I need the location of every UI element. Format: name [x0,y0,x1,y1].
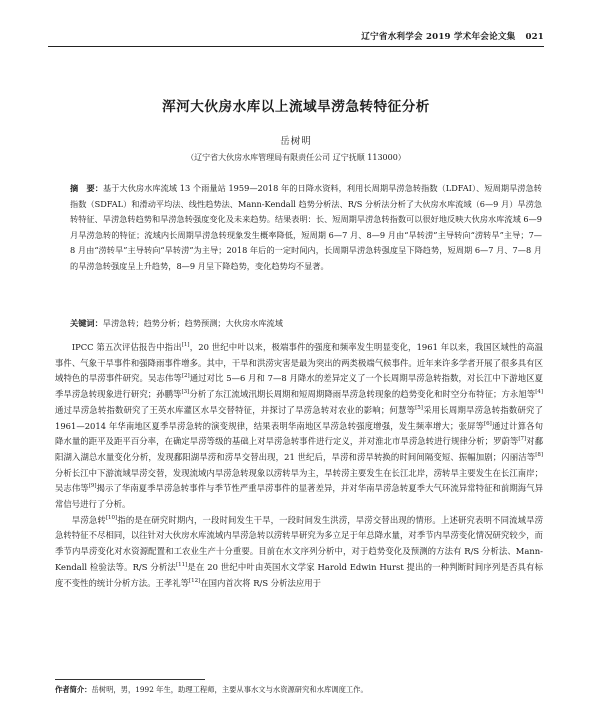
keywords-label: 关键词： [70,318,103,328]
citation-ref: [10] [105,514,118,521]
footnote-label: 作者简介： [55,685,92,694]
citation-ref: [4] [535,389,544,396]
citation-ref: [9] [88,483,97,490]
author-name: 岳树明 [280,136,312,147]
abstract-text: 基于大伙房水库流域 13 个雨量站 1959—2018 年的日降水资料，利用长周期旱涝急转指数（LDFAI）、短周期旱涝急转指数（SDFAL）和滑动平均法、线性趋势法、Mann-Kendall 趋势分析法、R/S 分析法分析了大伙房水库流域（6—9 月）旱涝急转特征、旱涝急转趋势和旱涝急转强度变化及未来趋势。结果表明：长、短周期旱涝急转指数可以很好地反映大伙房水库流域 6—9 月旱涝急转的特征；流域内长周期旱涝急转现象发生概率降低，短周期 6—7 月、8—9 月由“旱转涝”主导转向“涝转旱”主导；7—8 月由“涝转旱”主导转向“旱转涝”为主导；2018 年后的一定时间内，长周期旱涝急转强度呈下降趋势，短周期 6—7 月、7—8 月的旱涝急转强度呈上升趋势，8—9 月呈下降趋势，变化趋势均不显著。 [70,183,542,271]
citation-ref: [2] [181,373,190,380]
paper-title: 浑河大伙房水库以上流域旱涝急转特征分析 [162,99,430,115]
citation-ref: [11] [175,562,188,569]
author-affiliation: （辽宁省大伙房水库管理局有限责任公司 辽宁抚顺 113000） [186,153,406,162]
citation-ref: [5] [415,405,423,412]
body-paragraph-2: 旱涝急转[10]指的是在研究时期内，一段时间发生干旱，一段时间发生洪涝，旱涝交替出现的情形。上述研究表明不同流域旱涝急转特征不尽相同，以往针对大伙房水库流域内旱涝急转以涝转旱研究为多立足于年总降水量，对季节内旱涝变化情况研究较少，而季节内旱涝变化对水资源配置和工农业生产十分重要。目前在水文序列分析中，对于趋势变化及预测的方法有 R/S 分析法、Mann-Kendall 检验法等。R/S 分析法[11]是在 20 世纪中叶由英国水文学家 Harold Edwin Hurst 提出的一种判断时间序列是否具有标度不变性的统计分析方法。王孝礼等[12]在国内首次将 R/S 分析法应用于 [55,514,544,588]
author-footnote [55,684,543,695]
body-paragraph-1: IPCC 第五次评估报告中指出[1]，20 世纪中叶以来，极端事件的强度和频率发生明显变化，1961 年以来，我国区域性的高温事件、气象干旱事件和强降雨事件增多。其中，干旱和洪涝灾害是最为突出的两类极端气候事件。近年来许多学者开展了很多具有区域特色的旱涝事件研究。吴志伟等[2]通过对比 5—6 月和 7—8 月降水的差异定义了一个长周期旱涝急转指数，对长江中下游地区夏季旱涝急转现象进行研究；孙鹏等[3]分析了东江流域汛期长周期和短周期降雨旱涝急转现象的趋势变化和时空分布特征；方永旭等[4]通过旱涝急转指数研究了王英水库灌区水旱交替特征，并探讨了旱涝急转对农业的影响；何慧等[5]采用长周期旱涝急转指数研究了 1961—2014 年华南地区夏季旱涝急转的演变规律，结果表明华南地区旱涝急转强度增强，发生频率增大；张屏等[6]通过计算各旬降水量的距平及距平百分率，在确定旱涝等级的基础上对旱涝急转事件进行定义，并对淮北市旱涝急转进行规律分析；罗蔚等[7]对鄱阳湖入湖总水量变化分析，发现鄱阳湖旱涝和涝旱交替出现，21 世纪后，旱涝和涝旱转换的时间间隔变短、振幅加剧；闪丽洁等[8]分析长江中下游流域旱涝交替，发现流域内旱涝急转现象以涝转旱为主，旱转涝主要发生在长江北岸，涝转旱主要发生在长江南岸；吴志伟等[9]揭示了华南夏季旱涝急转事件与季节性严重旱涝事件的显著差异，并对华南旱涝急转夏季大气环流异常特征和前期海气异常信号进行了分析。 [55,342,544,510]
footnote-text: 岳树明，男，1992 年生，助理工程师，主要从事水文与水资源研究和水库调度工作。 [91,685,368,694]
running-head [48,30,544,44]
citation-ref: [7] [518,436,527,443]
keywords-text: 旱涝急转；趋势分析；趋势预测；大伙房水库流域 [102,318,283,328]
abstract-label: 摘 要： [70,183,103,193]
keywords [70,316,542,331]
journal-name: 辽宁省水利学会 2019 学术年会论文集 [361,32,516,42]
footnote-rule [55,679,205,680]
citation-ref: [6] [484,420,492,427]
abstract [70,181,542,275]
citation-ref: [1] [181,342,190,349]
citation-ref: [12] [189,577,201,584]
citation-ref: [3] [181,389,190,396]
citation-ref: [8] [535,452,543,459]
header-rule [48,46,544,47]
page-number: 021 [525,32,544,42]
body-text [55,340,543,591]
